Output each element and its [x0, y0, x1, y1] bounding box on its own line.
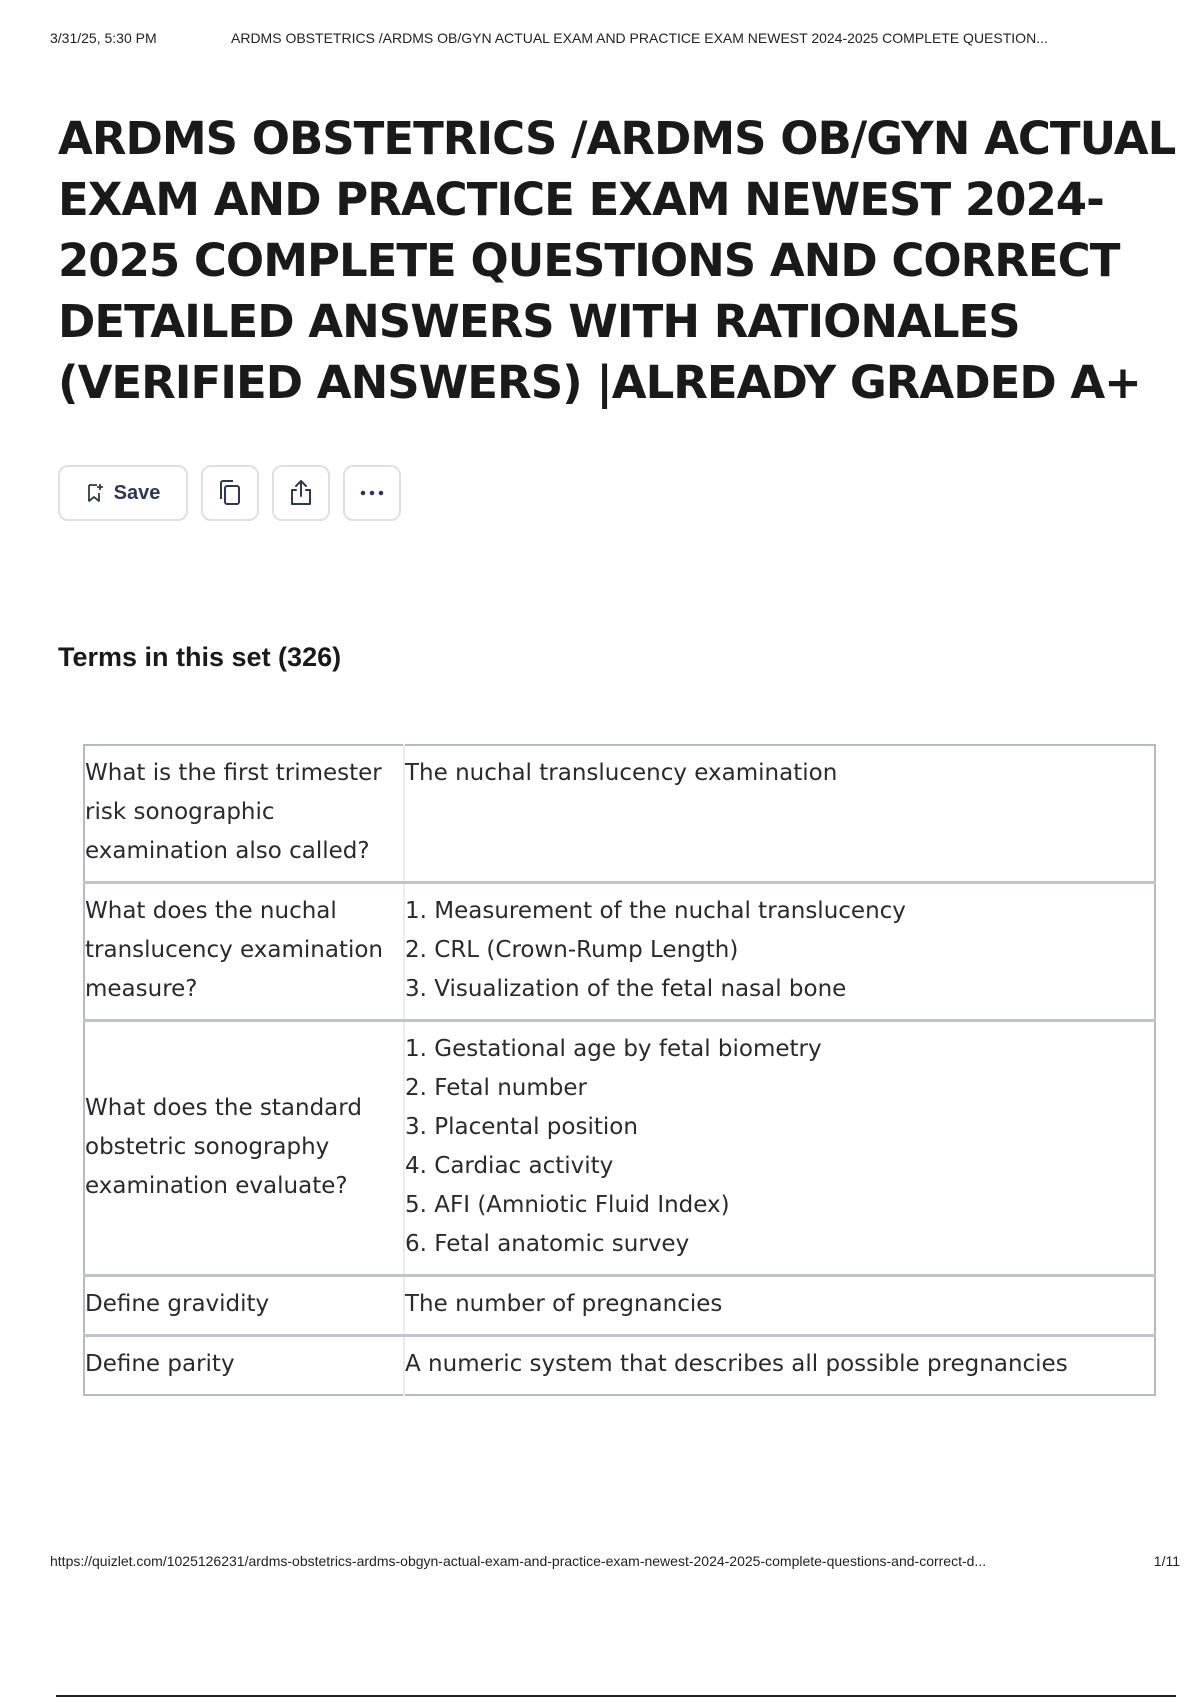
set-title: ARDMS OBSTETRICS /ARDMS OB/GYN ACTUAL EXAM AND PRACTICE EXAM NEWEST 2024-2025 COMPLETE QUESTIONS AND CORRECT DETAILED ANSWERS WITH RATIONALES (VERIFIED ANSWERS) |ALREADY GRADED A+ — [58, 112, 1176, 409]
definition-cell — [404, 883, 1155, 1021]
definition-cell — [404, 1336, 1155, 1396]
definition-line: A numeric system that describes all possible pregnancies — [405, 1351, 1068, 1377]
definition-line: The number of pregnancies — [405, 1291, 723, 1317]
terms-heading: Terms in this set (326) — [58, 642, 342, 672]
definition-line: 6. Fetal anatomic survey — [405, 1231, 690, 1257]
definition-line: 3. Visualization of the fetal nasal bone — [405, 976, 847, 1002]
page-url: https://quizlet.com/1025126231/ardms-obstetrics-ardms-obgyn-actual-exam-and-practice-exam-newest-2024-2025-complete-questions-and-correct-d... — [50, 1553, 987, 1569]
bookmark-add-icon — [86, 483, 104, 503]
page-number: 1/11 — [1153, 1553, 1180, 1569]
more-icon — [358, 489, 386, 497]
definition-line: 3. Placental position — [405, 1114, 638, 1140]
copy-button[interactable] — [201, 465, 259, 521]
definition-line: 2. Fetal number — [405, 1075, 587, 1101]
term-cell: Define gravidity — [84, 1276, 404, 1336]
definition-line: 1. Measurement of the nuchal translucency — [405, 898, 906, 924]
definition-line: The nuchal translucency examination — [405, 760, 838, 786]
table-row — [84, 883, 1155, 1021]
copy-icon — [217, 479, 243, 507]
definition-line: 1. Gestational age by fetal biometry — [405, 1036, 822, 1062]
definition-line: 4. Cardiac activity — [405, 1153, 614, 1179]
table-row — [84, 745, 1155, 883]
definition-cell — [404, 1021, 1155, 1276]
terms-table — [83, 744, 1156, 1396]
definition-line: 5. AFI (Amniotic Fluid Index) — [405, 1192, 730, 1218]
save-label: Save — [113, 481, 161, 504]
term-cell: What does the nuchal translucency examination measure? — [84, 883, 404, 1021]
share-button[interactable] — [272, 465, 330, 521]
share-icon — [288, 479, 314, 507]
print-doc-title: ARDMS OBSTETRICS /ARDMS OB/GYN ACTUAL EXAM AND PRACTICE EXAM NEWEST 2024-2025 COMPLETE QUESTION... — [231, 30, 1048, 46]
table-row — [84, 1276, 1155, 1336]
divider — [56, 1695, 1176, 1697]
save-button[interactable] — [58, 465, 188, 521]
term-cell: Define parity — [84, 1336, 404, 1396]
term-cell: What does the standard obstetric sonography examination evaluate? — [84, 1021, 404, 1276]
definition-cell — [404, 1276, 1155, 1336]
term-cell: What is the first trimester risk sonographic examination also called? — [84, 745, 404, 883]
more-options-button[interactable] — [343, 465, 401, 521]
definition-cell — [404, 745, 1155, 883]
print-datetime: 3/31/25, 5:30 PM — [50, 30, 157, 46]
table-row — [84, 1021, 1155, 1276]
table-row — [84, 1336, 1155, 1396]
action-bar — [58, 465, 401, 521]
definition-line: 2. CRL (Crown-Rump Length) — [405, 937, 739, 963]
